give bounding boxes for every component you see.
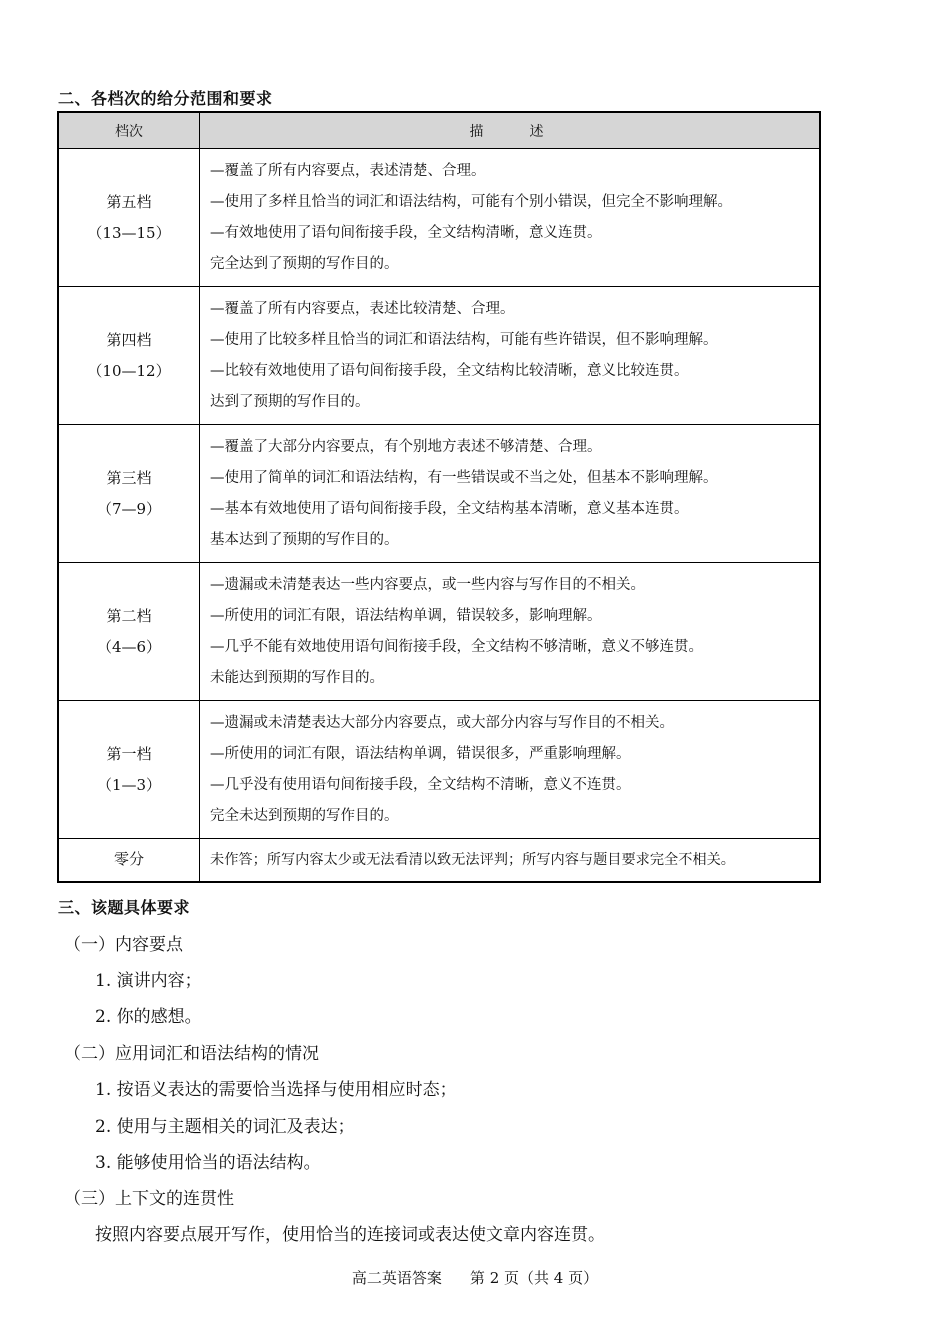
description-line: —有效地使用了语句间衔接手段，全文结构清晰，意义连贯。 (210, 224, 602, 241)
description-line: —几乎没有使用语句间衔接手段，全文结构不清晰，意义不连贯。 (210, 776, 631, 793)
description-line: —使用了简单的词汇和语法结构，有一些错误或不当之处，但基本不影响理解。 (210, 469, 718, 486)
description-line: —几乎不能有效地使用语句间衔接手段，全文结构不够清晰，意义不够连贯。 (210, 638, 703, 655)
description-line: —使用了多样且恰当的词汇和语法结构，可能有个别小错误，但完全不影响理解。 (210, 193, 732, 210)
description-line: 达到了预期的写作目的。 (210, 393, 370, 410)
level-name: 第三档 (106, 468, 152, 487)
content-point-item: 1. 演讲内容； (95, 971, 202, 991)
description-line: 完全未达到预期的写作目的。 (210, 807, 399, 824)
table-row (58, 563, 820, 701)
table-row (58, 287, 820, 425)
description-line: 未能达到预期的写作目的。 (210, 669, 384, 686)
table-header-row (58, 112, 820, 149)
description-line: —使用了比较多样且恰当的词汇和语法结构，可能有些许错误，但不影响理解。 (210, 331, 718, 348)
level-score-range: （4—6） (96, 637, 162, 656)
description-line: 完全达到了预期的写作目的。 (210, 255, 399, 272)
page-footer (0, 1267, 950, 1288)
vocab-grammar-item: 3. 能够使用恰当的语法结构。 (95, 1153, 321, 1173)
description-line: —覆盖了所有内容要点，表述比较清楚、合理。 (210, 300, 515, 317)
vocab-grammar-item: 2. 使用与主题相关的词汇及表达； (95, 1117, 355, 1137)
level-name: 第一档 (106, 744, 152, 763)
level-score-range: （13—15） (87, 223, 171, 242)
content-points-heading: （一）内容要点 (64, 935, 183, 955)
level-name: 第五档 (106, 192, 152, 211)
header-level: 档次 (58, 112, 200, 149)
table-row (58, 149, 820, 287)
description-cell (200, 425, 821, 563)
level-cell (58, 149, 200, 287)
description-line: —所使用的词汇有限，语法结构单调，错误较多，影响理解。 (210, 607, 602, 624)
level-cell (58, 563, 200, 701)
level-zero: 零分 (58, 839, 200, 882)
level-score-range: （1—3） (96, 775, 162, 794)
table-row (58, 425, 820, 563)
description-line: —所使用的词汇有限，语法结构单调，错误很多，严重影响理解。 (210, 745, 631, 762)
description-cell (200, 701, 821, 839)
table-row-zero (58, 839, 820, 882)
footer-subject: 高二英语答案 (351, 1269, 442, 1287)
zero-description: 未作答；所写内容太少或无法看清以致无法评判；所写内容与题目要求完全不相关。 (200, 839, 821, 882)
scoring-rubric-table (57, 111, 821, 883)
description-line: —覆盖了大部分内容要点，有个别地方表述不够清楚、合理。 (210, 438, 602, 455)
description-cell (200, 287, 821, 425)
level-name: 第二档 (106, 606, 152, 625)
table-row (58, 701, 820, 839)
section-3-title: 三、该题具体要求 (58, 898, 191, 917)
content-point-item: 2. 你的感想。 (95, 1007, 202, 1027)
description-line: —遗漏或未清楚表达一些内容要点，或一些内容与写作目的不相关。 (210, 576, 645, 593)
level-cell (58, 287, 200, 425)
footer-page-number: 第 2 页（共 4 页） (469, 1269, 599, 1287)
vocab-grammar-item: 1. 按语义表达的需要恰当选择与使用相应时态； (95, 1080, 457, 1100)
level-score-range: （10—12） (87, 361, 171, 380)
coherence-text: 按照内容要点展开写作，使用恰当的连接词或表达使文章内容连贯。 (95, 1225, 605, 1245)
level-score-range: （7—9） (96, 499, 162, 518)
description-cell (200, 563, 821, 701)
description-line: —覆盖了所有内容要点，表述清楚、合理。 (210, 162, 486, 179)
description-line: —比较有效地使用了语句间衔接手段，全文结构比较清晰，意义比较连贯。 (210, 362, 689, 379)
level-name: 第四档 (106, 330, 152, 349)
level-cell (58, 701, 200, 839)
level-cell (58, 425, 200, 563)
description-line: —遗漏或未清楚表达大部分内容要点，或大部分内容与写作目的不相关。 (210, 714, 674, 731)
section-2-title: 二、各档次的给分范围和要求 (58, 89, 273, 108)
coherence-heading: （三）上下文的连贯性 (64, 1189, 234, 1209)
description-cell (200, 149, 821, 287)
vocab-grammar-heading: （二）应用词汇和语法结构的情况 (64, 1044, 319, 1064)
header-description: 描 述 (200, 112, 821, 149)
description-line: 基本达到了预期的写作目的。 (210, 531, 399, 548)
description-line: —基本有效地使用了语句间衔接手段，全文结构基本清晰，意义基本连贯。 (210, 500, 689, 517)
